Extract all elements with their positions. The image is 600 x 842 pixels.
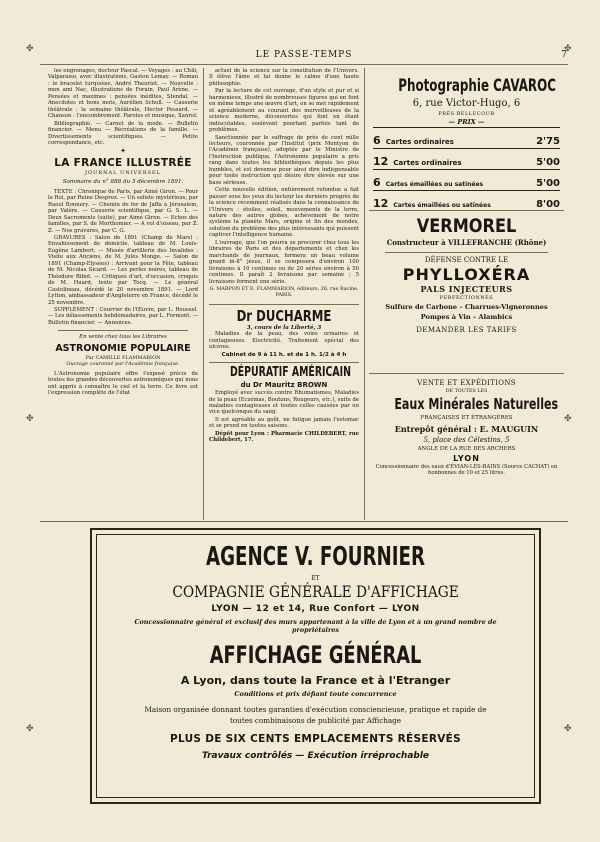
vermorel-title: VERMOREL xyxy=(416,215,517,237)
ducharme-address: 3, cours de la Liberté, 3 xyxy=(246,324,322,331)
section-rule xyxy=(40,521,568,522)
concession-line: Concessionnaire des eaux d'ÉVIAN-LES-BAINS (Source CACHAT) en bonbonnes de 10 et 25 litres. xyxy=(375,464,558,477)
eaux-title: Eaux Minérales Naturelles xyxy=(394,395,559,413)
running-header xyxy=(40,50,568,64)
summary-heading: Sommaire du n° 888 du 5 décembre 1891. xyxy=(62,179,184,186)
toutes-line: DE TOUTES LES xyxy=(445,389,488,394)
conditions-line: Conditions et prix défiant toute concurrence xyxy=(234,690,397,698)
price-row: 6 Cartes émaillées ou satinées 5'00 xyxy=(373,169,560,190)
page-number: 7 xyxy=(561,50,568,60)
maison-line: Maison organisée donnant toutes garanties d'exécution consciencieuse, pratique et rapide de toutes combinaisons de publicité par Affichage xyxy=(144,705,487,725)
sulfure-line: Sulfure de Carbone – Charrues-Vigneronnes xyxy=(385,303,548,311)
ducharme-hours: Cabinet de 9 à 11 h. et de 1 h. 1/2 à 4 h xyxy=(221,351,347,358)
eaux-minerales-ad xyxy=(369,378,564,518)
sale-note: En vente chez tous les Libraires xyxy=(79,334,167,341)
astro-text-4: Cette nouvelle édition, entièrement refondue a fait passer sous les yeux du lecteur les derniers progrès de la science récemment réalisés dans la connaissance de l'Univers : étoiles, soleil, mouvements de la terre, nature des autres globes, achèvement de notre système la planète Mars, origine et fin des mondes, solution du problème des plus intéressants qui puissent captiver l'intelligence humaine. xyxy=(209,187,359,239)
angle-line: ANGLE DE LA RUE DES ARCHERS xyxy=(417,446,516,452)
pompes-line: Pompes à Vin – Alambics xyxy=(420,313,513,321)
francaises-line: FRANÇAISES ET ÉTRANGÈRES xyxy=(420,415,513,421)
lyon-line: LYON xyxy=(453,454,480,463)
ad-divider xyxy=(209,304,359,305)
ad-inner-frame xyxy=(96,534,535,798)
astro-text-1: actuel de la science sur la constitution de l'Univers. Il élève l'âme et lui donne le calme d'une haute philosophie. xyxy=(209,68,359,87)
emplacements-line: PLUS DE SIX CENTS EMPLACEMENTS RÉSERVÉS xyxy=(169,733,461,745)
phylloxera-title: PHYLLOXÉRA xyxy=(402,265,531,284)
photographie-cavaroc-ad xyxy=(369,70,564,208)
entrepot-line: Entrepôt général : E. MAUGUIN xyxy=(394,424,539,434)
price-row: 6 Cartes ordinaires 2'75 xyxy=(373,127,560,148)
concession-line: Concessionnaire général et exclusif des murs appartenant à la ville de Lyon et à un grand nombre de propriétaires xyxy=(134,618,497,634)
ad-divider-3 xyxy=(369,210,564,211)
depuratif-text: Employé avec succès contre Rhumatismes, Maladies de la peau (Eczémas, Boutons, Rougeurs, etc.), suite de maladies contagieuses et toutes celles causées par un vice quelconque du sang. xyxy=(209,390,359,416)
ad-divider-2 xyxy=(209,362,359,363)
astro-text-2: Par la lecture de cet ouvrage, d'un style et pur et si harmonieux, illustré de nombreuses figures qui en font en même temps une œuvre d'art, on se met rapidement et agréablement au courant des merveilleuses de la science moderne, découvertes qui font en étant indiscutables, soulèvent pourtant parfois tant de problèmes. xyxy=(209,88,359,134)
column-left xyxy=(48,68,198,516)
vermorel-ad xyxy=(369,213,564,368)
astro-text-3: Sanctionnée par le suffrage de près de cent mille lecteurs, couronnée par l'Institut (prix Montyon de l'Académie française), adoptée par le Ministre de l'Instruction publique, l'Astronomie populaire a pris rang dans toutes les bibliothèques depuis les plus humbles, et est devenue pour ainsi dire indispensable pour toute instruction qui désire être élevée sur une base sérieuse. xyxy=(209,134,359,186)
lyon-france-line: A Lyon, dans toute la France et à l'Etranger xyxy=(180,674,451,687)
intro-text: les engrenages, docteur Pascal. — Voyages : au Chili, Valparaiso, avec illustrations, Gaston Lemay. — Roman : le bracelet turquoise, André Theuriet. — Nouvelle : mon ami Nac, illustrations de Forain, Paul Arène. — Pensées et maximes : pensées inédites, Stendal. — Anecdotes et bons mots, Aurélien Scholl. — Causerie théâtrale : la semaine théâtrale, Hector Pessard. — Chanson : l'encombrement. Paroles et musique, Xanrof. xyxy=(48,68,198,120)
fleuron-ornament-icon: ✦ xyxy=(120,147,126,156)
depuratif-title: DÉPURATIF AMÉRICAIN xyxy=(230,365,351,381)
astronomie-crown: Ouvrage couronné par l'Académie française. xyxy=(66,361,180,368)
astro-text-5: L'ouvrage, que l'on pourra se procurer chez tous les libraires de Paris et des départements et chez les marchands de journaux, formera un beau volume grand in-8° jésus, il se composera d'environ 100 livraisons à 10 centimes ou de 20 séries environ à 50 centimes. Il paraît 2 livraisons par semaine ; 5 livraisons forment une série. xyxy=(209,239,359,285)
pals-line: PALS INJECTEURS xyxy=(420,284,513,294)
address-line: LYON — 12 et 14, Rue Confort — LYON xyxy=(211,604,420,614)
journal-title: LE PASSE-TEMPS xyxy=(255,50,353,60)
publisher-line: G. MARPON ET E. FLAMMARION, éditeurs, 26, rue Racine, PARIS. xyxy=(209,285,359,299)
depuratif-depot: Dépôt pour Lyon : Pharmacie CHILDEBERT, rue Childebert, 17. xyxy=(209,430,359,444)
left-border-ornament: ✤ ✤ ✤ xyxy=(26,44,34,734)
column-rule-1 xyxy=(203,68,204,520)
price-row: 12 Cartes ordinaires 5'00 xyxy=(373,148,560,169)
ducharme-title: Dr DUCHARME xyxy=(236,306,332,325)
agence-fournier-ad xyxy=(90,528,541,804)
et-line: ET xyxy=(311,575,320,582)
ducharme-text: Maladies de la peau, des voies urinaires et contagieuses. Electricité. Traitement spécial des ulcères. xyxy=(209,331,359,351)
compagnie-line: COMPAGNIE GÉNÉRALE D'AFFICHAGE xyxy=(172,582,459,601)
summary-supplement: SUPPLÉMENT : Courrier de l'Œuvre, par L. Roussel. — Les délassements hebdomadaires, par L. Formont. — Bulletin financier. — Annonces. xyxy=(48,306,198,326)
header-rule xyxy=(40,64,568,65)
photo-prix: — PRIX — xyxy=(448,118,485,126)
summary-texte: TEXTE : Chronique de Paris, par Aimé Giron. — Pour le Roi, par Reine Desprez. — Un soliste mystérieux, par Raoul Bonnery. — Chemin de fer de Jaffa à Jérusalem, par Valère. — Causerie scientifique, par G. S. L. — Deux Sacrements (suite), par Aimé Giron. — Echos des familles, par S. de Morthomier. — A vol d'oiseau, par Z. Z. — Nos gravures, par C. G. xyxy=(48,188,198,234)
vente-line: VENTE ET EXPÉDITIONS xyxy=(417,379,516,387)
ad-divider-4 xyxy=(369,373,564,374)
tarifs-line: DEMANDER LES TARIFS xyxy=(416,326,517,334)
perfectionnes-line: PERFECTIONNÉS xyxy=(439,295,494,301)
right-border-ornament: ✤ ✤ ✤ xyxy=(564,44,572,734)
photo-title: Photographie CAVAROC xyxy=(398,76,556,96)
place-line: 5, place des Célestins, 5 xyxy=(423,436,510,444)
summary-gravures: GRAVURES : Salon de 1891 (Champ de Mars) : Envahissement de domicile, tableau de M. Louis-Eugène Lambert. — Musée d'artillerie des Invalides : Visite aux Anciens, de M. Jules Monge. — Salon de 1891 (Champ-Elysées) : Arrivant pour la Fête, tableau de M. Nicolas Sicard. — Les perles noires, tableau de Théodore Ribot. — Critiques d'art, d'occasion, croquis de M. Huard, texte par Tocq. — Le général Castelineau, décédé le 20 novembre 1891. — Lord Lytton, ambassadeur d'Angleterre en France, décédé le 25 novembre. xyxy=(48,234,198,306)
photo-price-list xyxy=(369,127,564,208)
astronomie-title: ASTRONOMIE POPULAIRE xyxy=(55,342,191,354)
column-middle xyxy=(209,68,359,516)
rule xyxy=(385,252,548,253)
photo-address: 6, rue Victor-Hugo, 6 xyxy=(412,98,521,109)
price-row: 12 Cartes émaillées ou satinées 8'00 xyxy=(373,190,560,208)
photo-near: PRÈS BELLECOUR xyxy=(438,111,495,117)
intro-text-2: Bibliographie. — Carnet de la mode. — Bulletin financier. — Menu — Récréations de la famille. — Divertissements scientifiques. — Petite correspondance, etc. xyxy=(48,120,198,146)
astronomie-author: Par CAMILLE FLAMMARION xyxy=(85,354,161,361)
astronomie-text: L'Astronomie populaire offre l'exposé précis de toutes les grandes découvertes astronomiques qui nous ont appris à connaître le ciel et la terre. Ce livre est l'expression complète de l'état xyxy=(48,370,198,397)
travaux-line: Travaux contrôlés — Exécution irréprochable xyxy=(201,751,430,761)
decorative-rule-icon xyxy=(58,330,188,331)
depuratif-subtitle: du Dr Mauritz BROWN xyxy=(240,381,328,390)
column-rule-2 xyxy=(364,68,365,520)
agence-title: AGENCE V. FOURNIER xyxy=(206,542,425,572)
depuratif-text-2: Il est agréable au goût, ne fatigue jamais l'estomac et se prend en toutes saisons. xyxy=(209,416,359,430)
defense-line: DÉFENSE CONTRE LE xyxy=(424,256,509,264)
france-illustree-title: LA FRANCE ILLUSTRÉE xyxy=(54,156,192,169)
france-illustree-subtitle: JOURNAL UNIVERSEL xyxy=(85,169,161,176)
vermorel-subtitle: Constructeur à VILLEFRANCHE (Rhône) xyxy=(386,238,547,247)
affichage-title: AFFICHAGE GÉNÉRAL xyxy=(209,641,422,669)
